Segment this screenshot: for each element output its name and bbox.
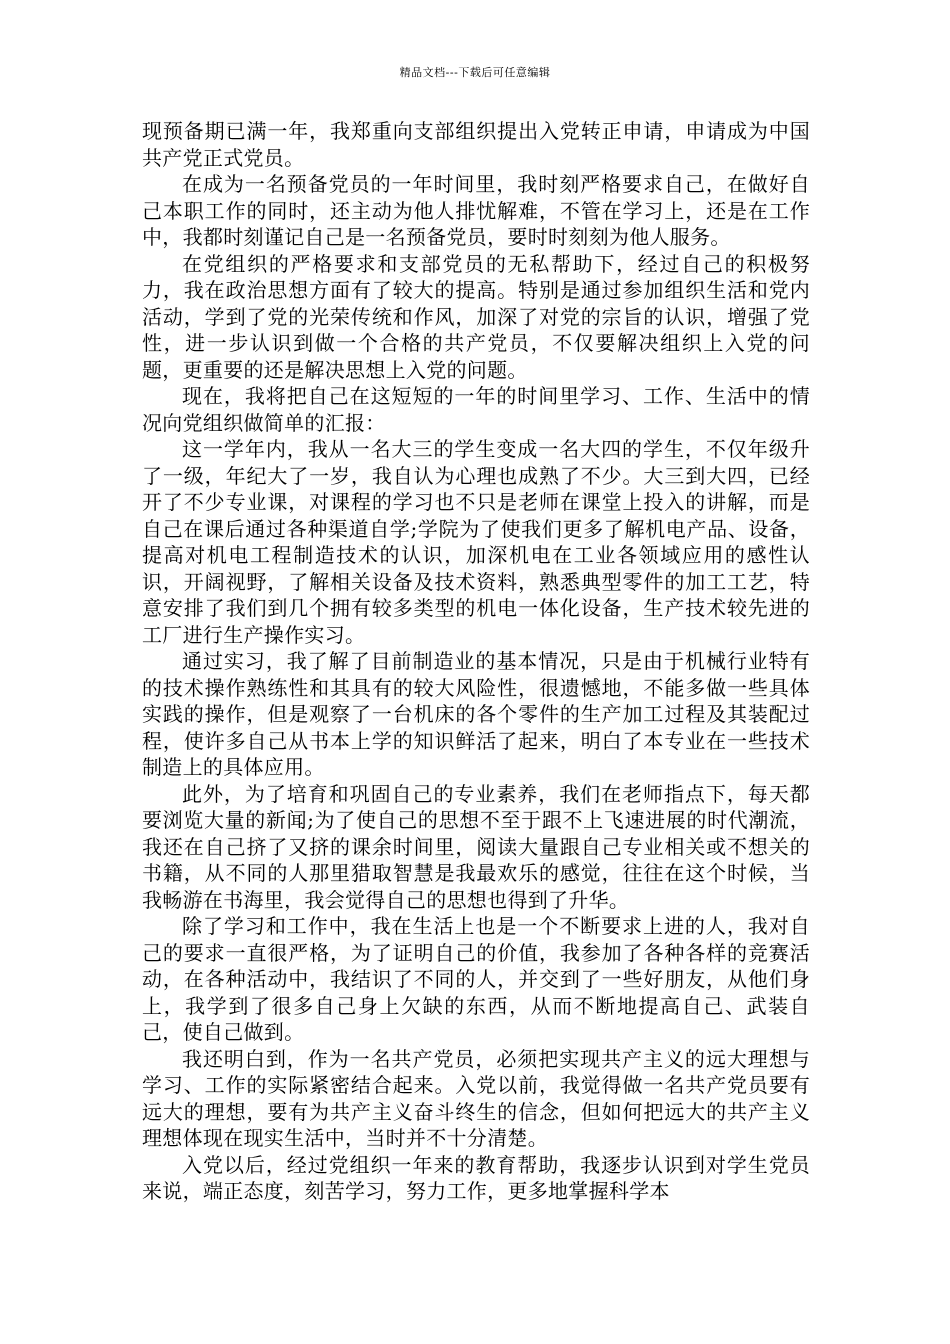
paragraph: 现在，我将把自己在这短短的一年的时间里学习、工作、生活中的情况向党组织做简单的汇报：	[142, 384, 810, 435]
paragraph: 在党组织的严格要求和支部党员的无私帮助下，经过自己的积极努力，我在政治思想方面有了较大的提高。特别是通过参加组织生活和党内活动，学到了党的光荣传统和作风，加深了对党的宗旨的认识，增强了党性，进一步认识到做一个合格的共产党员，不仅要解决组织上入党的问题，更重要的还是解决思想上入党的问题。	[142, 251, 810, 382]
paragraph: 现预备期已满一年，我郑重向支部组织提出入党转正申请，申请成为中国共产党正式党员。	[142, 119, 810, 170]
paragraph: 入党以后，经过党组织一年来的教育帮助，我逐步认识到对学生党员来说，端正态度，刻苦学习，努力工作，更多地掌握科学本	[142, 1152, 810, 1203]
paragraph: 在成为一名预备党员的一年时间里，我时刻严格要求自己，在做好自己本职工作的同时，还主动为他人排忧解难，不管在学习上，还是在工作中，我都时刻谨记自己是一名预备党员，要时时刻刻为他人服务。	[142, 172, 810, 249]
paragraph: 通过实习，我了解了目前制造业的基本情况，只是由于机械行业特有的技术操作熟练性和其具有的较大风险性，很遗憾地，不能多做一些具体实践的操作，但是观察了一台机床的各个零件的生产加工过程及其装配过程，使许多自己从书本上学的知识鲜活了起来，明白了本专业在一些技术制造上的具体应用。	[142, 649, 810, 779]
page-header: 精品文档---下载后可任意编辑	[399, 66, 551, 79]
paragraph: 这一学年内，我从一名大三的学生变成一名大四的学生，不仅年级升了一级，年纪大了一岁，我自认为心理也成熟了不少。大三到大四，已经开了不少专业课，对课程的学习也不只是老师在课堂上投入的讲解，而是自己在课后通过各种渠道自学;学院为了使我们更多了解机电产品、设备，提高对机电工程制造技术的认识，加深机电在工业各领域应用的感性认识，开阔视野，了解相关设备及技术资料，熟悉典型零件的加工工艺，特意安排了我们到几个拥有较多类型的机电一体化设备，生产技术较先进的工厂进行生产操作实习。	[142, 437, 810, 647]
document-body	[142, 118, 810, 1205]
paragraph: 我还明白到，作为一名共产党员，必须把实现共产主义的远大理想与学习、工作的实际紧密结合起来。入党以前，我觉得做一名共产党员要有远大的理想，要有为共产主义奋斗终生的信念，但如何把远大的共产主义理想体现在现实生活中，当时并不十分清楚。	[142, 1046, 810, 1150]
paragraph: 此外，为了培育和巩固自己的专业素养，我们在老师指点下，每天都要浏览大量的新闻;为了使自己的思想不至于跟不上飞速进展的时代潮流，我还在自己挤了又挤的课余时间里，阅读大量跟自己专业相关或不想关的书籍，从不同的人那里猎取智慧是我最欢乐的感觉，往往在这个时候，当我畅游在书海里，我会觉得自己的思想也得到了升华。	[142, 781, 810, 912]
paragraph: 除了学习和工作中，我在生活上也是一个不断要求上进的人，我对自己的要求一直很严格，为了证明自己的价值，我参加了各种各样的竞赛活动，在各种活动中，我结识了不同的人，并交到了一些好朋友，从他们身上，我学到了很多自己身上欠缺的东西，从而不断地提高自己、武装自己，使自己做到。	[142, 914, 810, 1044]
